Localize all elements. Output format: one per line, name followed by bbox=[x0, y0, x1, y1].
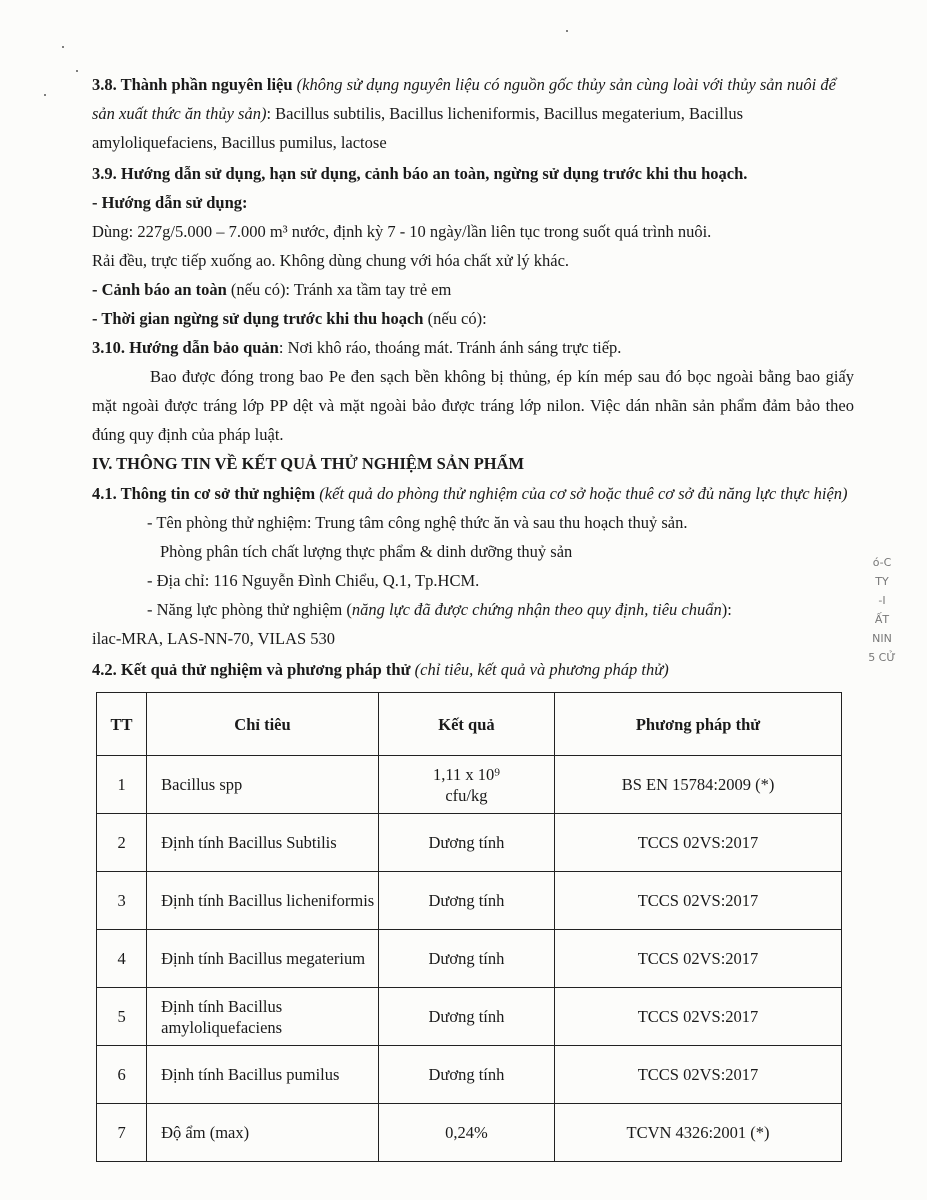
section-3-10 bbox=[92, 333, 854, 362]
header-result: Kết quả bbox=[378, 693, 554, 756]
stamp-line: TY bbox=[875, 575, 889, 588]
safety-label: - Cảnh báo an toàn bbox=[92, 280, 227, 299]
scan-speck bbox=[566, 30, 568, 32]
row-method: TCCS 02VS:2017 bbox=[555, 872, 842, 930]
row-result: 1,11 x 10⁹ cfu/kg bbox=[378, 756, 554, 814]
section-4-1-note: (kết quả do phòng thử nghiệm của cơ sở hoặc thuê cơ sở đủ năng lực thực hiện) bbox=[315, 484, 848, 503]
lab-capacity-note: năng lực đã được chứng nhận theo quy định, tiêu chuẩn bbox=[351, 600, 722, 619]
lab-capacity bbox=[92, 595, 854, 624]
partial-stamp bbox=[862, 553, 902, 667]
lab-accreditation: ilac-MRA, LAS-NN-70, VILAS 530 bbox=[92, 629, 336, 648]
lab-address: - Địa chỉ: 116 Nguyễn Đình Chiểu, Q.1, Tp.HCM. bbox=[147, 571, 480, 590]
section-3-8-note: (không sử dụng nguyên liệu có nguồn gốc thủy sản cùng loài với thủy sản nuôi để sản xuất thức ăn thủy sản) bbox=[92, 75, 836, 123]
lab-capacity-label: - Năng lực phòng thử nghiệm ( bbox=[147, 600, 352, 619]
header-tt: TT bbox=[97, 693, 147, 756]
document-page bbox=[92, 70, 854, 1162]
section-4-1-heading: 4.1. Thông tin cơ sở thử nghiệm bbox=[92, 484, 316, 503]
row-number: 5 bbox=[97, 988, 147, 1046]
section-4-2-heading: 4.2. Kết quả thử nghiệm và phương pháp thử bbox=[92, 660, 411, 679]
row-criterion: Độ ẩm (max) bbox=[147, 1104, 379, 1162]
table-header-row bbox=[97, 693, 842, 756]
row-criterion: Định tính Bacillus megaterium bbox=[147, 930, 379, 988]
section-4-2 bbox=[92, 655, 854, 684]
row-number: 6 bbox=[97, 1046, 147, 1104]
row-result: Dương tính bbox=[378, 814, 554, 872]
row-criterion: Định tính Bacillus amyloliquefaciens bbox=[147, 988, 379, 1046]
section-3-8-body: : Bacillus subtilis, Bacillus licheniformis, Bacillus megaterium, Bacillus amyloliquefaciens, Bacillus pumilus, lactose bbox=[92, 104, 744, 152]
row-result: 0,24% bbox=[378, 1104, 554, 1162]
usage-line-2: Rải đều, trực tiếp xuống ao. Không dùng chung với hóa chất xử lý khác. bbox=[92, 251, 570, 270]
table-row bbox=[97, 814, 842, 872]
table-row bbox=[97, 930, 842, 988]
row-number: 2 bbox=[97, 814, 147, 872]
row-number: 7 bbox=[97, 1104, 147, 1162]
section-3-10-heading: 3.10. Hướng dẫn bảo quản bbox=[92, 338, 279, 357]
lab-name: - Tên phòng thử nghiệm: Trung tâm công nghệ thức ăn và sau thu hoạch thuỷ sản. bbox=[147, 513, 688, 532]
stamp-line: ó-C bbox=[872, 556, 892, 569]
packaging-paragraph: Bao được đóng trong bao Pe đen sạch bền không bị thủng, ép kín mép sau đó bọc ngoài bằng bao giấy mặt ngoài được tráng lớp PP dệt và mặt ngoài bảo được tráng lớp nilon. Việc dán nhãn sản phẩm đảm bảo theo đúng quy định của pháp luật. bbox=[92, 367, 854, 444]
row-number: 1 bbox=[97, 756, 147, 814]
row-criterion: Định tính Bacillus pumilus bbox=[147, 1046, 379, 1104]
section-4-heading: IV. THÔNG TIN VỀ KẾT QUẢ THỬ NGHIỆM SẢN PHẨM bbox=[92, 454, 525, 473]
section-3-9-heading: 3.9. Hướng dẫn sử dụng, hạn sử dụng, cảnh báo an toàn, ngừng sử dụng trước khi thu hoạch. bbox=[92, 164, 748, 183]
row-criterion: Định tính Bacillus Subtilis bbox=[147, 814, 379, 872]
stamp-line: 5 CỬ bbox=[868, 651, 896, 664]
scan-speck bbox=[62, 46, 64, 48]
row-method: TCCS 02VS:2017 bbox=[555, 988, 842, 1046]
row-result: Dương tính bbox=[378, 988, 554, 1046]
table-row bbox=[97, 756, 842, 814]
row-result: Dương tính bbox=[378, 872, 554, 930]
usage-line-1: Dùng: 227g/5.000 – 7.000 m³ nước, định kỳ 7 - 10 ngày/lần liên tục trong suốt quá trình nuôi. bbox=[92, 222, 712, 241]
row-method: BS EN 15784:2009 (*) bbox=[555, 756, 842, 814]
stamp-line: ẤT bbox=[874, 613, 890, 626]
row-number: 3 bbox=[97, 872, 147, 930]
safety-warning bbox=[92, 275, 854, 304]
row-criterion: Bacillus spp bbox=[147, 756, 379, 814]
row-result: Dương tính bbox=[378, 1046, 554, 1104]
row-method: TCCS 02VS:2017 bbox=[555, 1046, 842, 1104]
scan-speck bbox=[44, 94, 46, 96]
section-4-2-note: (chỉ tiêu, kết quả và phương pháp thử) bbox=[410, 660, 669, 679]
lab-capacity-end: ): bbox=[721, 600, 732, 619]
header-method: Phương pháp thử bbox=[555, 693, 842, 756]
table-row bbox=[97, 872, 842, 930]
lab-department: Phòng phân tích chất lượng thực phẩm & dinh dưỡng thuỷ sản bbox=[160, 542, 573, 561]
withdrawal-text: (nếu có): bbox=[423, 309, 487, 328]
table-row bbox=[97, 1046, 842, 1104]
safety-text: (nếu có): Tránh xa tầm tay trẻ em bbox=[226, 280, 452, 299]
test-results-table bbox=[96, 692, 842, 1162]
row-method: TCCS 02VS:2017 bbox=[555, 814, 842, 872]
row-criterion: Định tính Bacillus licheniformis bbox=[147, 872, 379, 930]
section-4-1 bbox=[92, 479, 854, 508]
section-3-8-heading: 3.8. Thành phần nguyên liệu bbox=[92, 75, 293, 94]
usage-label: - Hướng dẫn sử dụng: bbox=[92, 193, 248, 212]
table-row bbox=[97, 988, 842, 1046]
stamp-line: -I bbox=[878, 594, 886, 607]
section-3-10-text: : Nơi khô ráo, thoáng mát. Tránh ánh sáng trực tiếp. bbox=[278, 338, 622, 357]
stamp-line: NIN bbox=[872, 632, 892, 645]
withdrawal-label: - Thời gian ngừng sử dụng trước khi thu hoạch bbox=[92, 309, 424, 328]
row-method: TCVN 4326:2001 (*) bbox=[555, 1104, 842, 1162]
row-method: TCCS 02VS:2017 bbox=[555, 930, 842, 988]
table-row bbox=[97, 1104, 842, 1162]
scan-speck bbox=[76, 70, 78, 72]
row-number: 4 bbox=[97, 930, 147, 988]
withdrawal-time bbox=[92, 304, 854, 333]
header-criterion: Chỉ tiêu bbox=[147, 693, 379, 756]
row-result: Dương tính bbox=[378, 930, 554, 988]
section-3-8 bbox=[92, 70, 854, 157]
